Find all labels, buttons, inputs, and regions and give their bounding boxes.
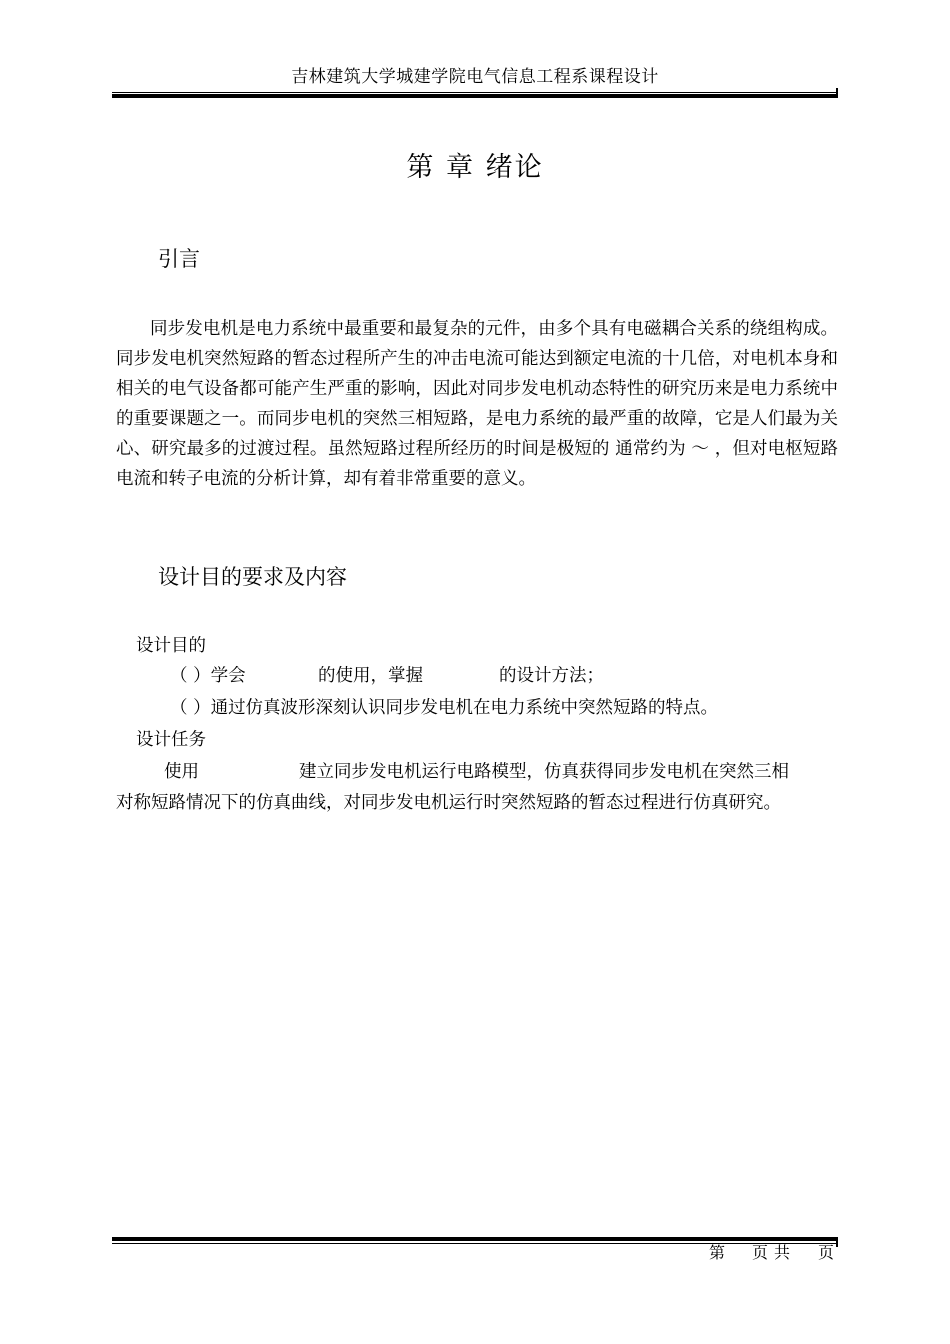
header-rule-thin <box>112 92 838 93</box>
purpose-item-1-part-b: 的使用，掌握 <box>318 666 423 686</box>
purpose-item-1-part-a: （ ）学会 <box>170 666 246 686</box>
task-line-1-part-a: 使用 <box>164 762 199 782</box>
footer-rule-tick <box>836 1237 838 1247</box>
intro-paragraph-text: 同步发电机是电力系统中最重要和最复杂的元件，由多个具有电磁耦合关系的绕组构成。同步发电机突然短路的暂态过程所产生的冲击电流可能达到额定电流的十几倍，对电机本身和相关的电气设备都可能产生严重的影响，因此对同步发电机动态特性的研究历来是电力系统中的重要课题之一。而同步电机的突然三相短路，是电力系统的最严重的故障，它是人们最为关心、研究最多的过渡过程。虽然短路过程所经历的时间是极短的 通常约为 ～ ，但对电枢短路电流和转子电流的分析计算，却有着非常重要的意义。 <box>116 319 838 489</box>
footer-page-label-3: 页 <box>818 1243 835 1262</box>
purpose-item-2: （ ）通过仿真波形深刻认识同步发电机在电力系统中突然短路的特点。 <box>170 698 719 718</box>
footer-page-label-1: 第 <box>709 1243 726 1262</box>
section-heading-intro: 引言 <box>158 247 200 271</box>
task-line-1-part-b: 建立同步发电机运行电路模型，仿真获得同步发电机在突然三相 <box>299 762 789 782</box>
purpose-label: 设计目的 <box>136 636 206 656</box>
purpose-item-1-part-c: 的设计方法； <box>499 666 604 686</box>
footer-rule-thick <box>112 1237 838 1241</box>
task-label: 设计任务 <box>136 730 206 750</box>
header-rule-tick <box>836 88 838 98</box>
page-header-title: 吉林建筑大学城建学院电气信息工程系课程设计 <box>291 67 659 87</box>
footer-page-label-2: 页共 <box>752 1243 797 1262</box>
task-line-2: 对称短路情况下的仿真曲线，对同步发电机运行时突然短路的暂态过程进行仿真研究。 <box>116 793 781 813</box>
chapter-title: 第 章 绪论 <box>406 152 544 183</box>
intro-paragraph <box>116 314 838 494</box>
footer-rule-thin <box>112 1243 838 1244</box>
section-heading-design: 设计目的要求及内容 <box>158 565 347 589</box>
header-rule-thick <box>112 94 838 98</box>
